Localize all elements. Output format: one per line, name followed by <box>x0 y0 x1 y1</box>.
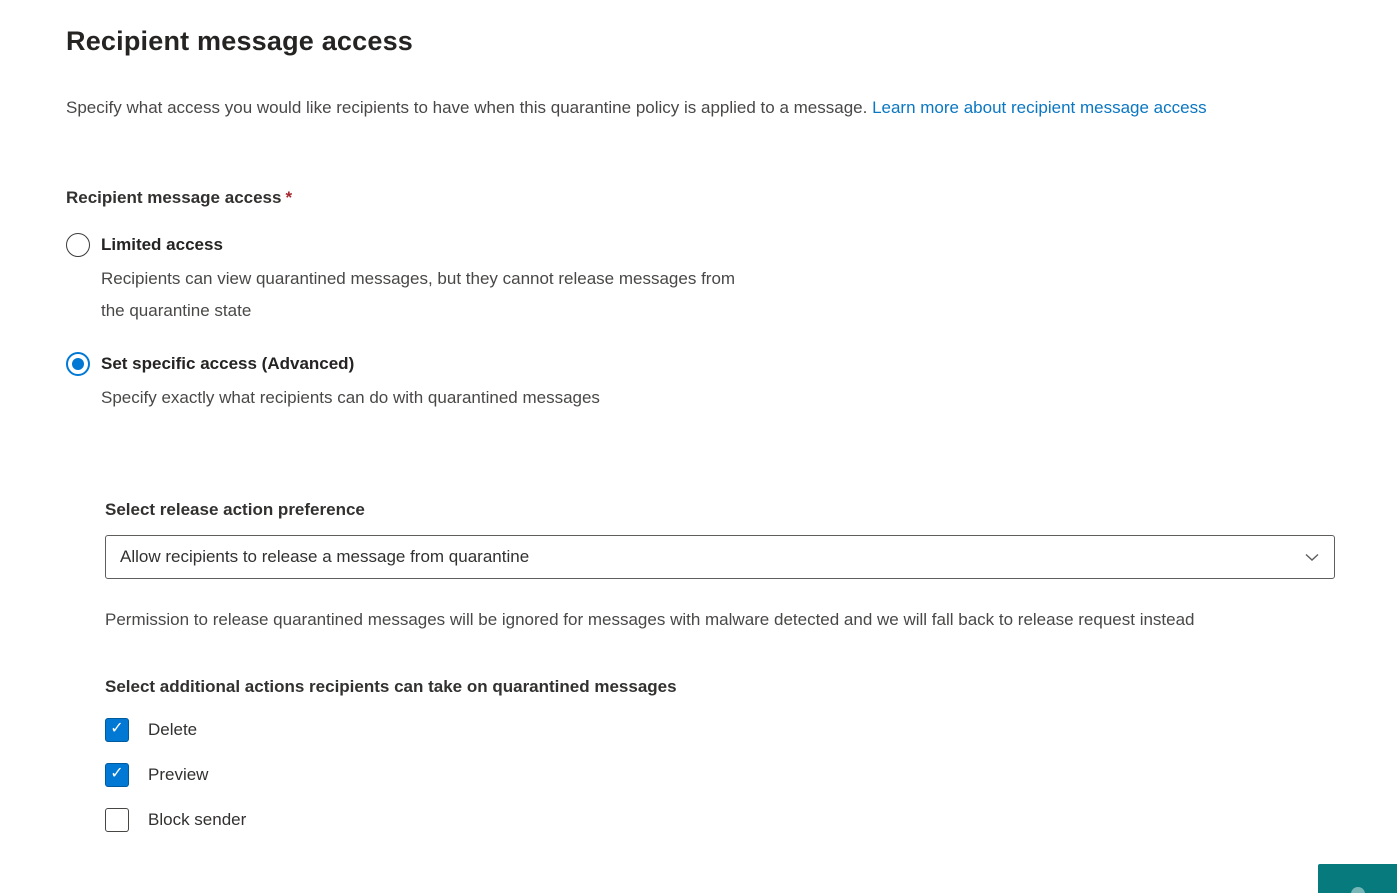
additional-actions-label: Select additional actions recipients can take on quarantined messages <box>105 677 677 696</box>
limited-access-radio[interactable] <box>66 233 90 257</box>
release-preference-note: Permission to release quarantined messages will be ignored for messages with malware detected and we will fall back to release request instead <box>105 610 1195 629</box>
checkmark-icon: ✓ <box>110 720 124 737</box>
learn-more-link[interactable]: Learn more about recipient message access <box>872 98 1207 117</box>
checkbox-row-block-sender <box>105 808 1335 832</box>
preview-checkbox[interactable] <box>105 763 129 787</box>
radio-option-set-specific-access <box>66 352 1335 414</box>
feedback-button[interactable] <box>1318 864 1397 893</box>
radio-option-limited-access <box>66 233 1335 327</box>
set-specific-access-description: Specify exactly what recipients can do with quarantined messages <box>101 388 600 407</box>
release-preference-dropdown[interactable] <box>105 535 1335 579</box>
set-specific-access-label[interactable]: Set specific access (Advanced) <box>101 354 355 373</box>
set-specific-access-radio[interactable] <box>66 352 90 376</box>
block-sender-checkbox[interactable] <box>105 808 129 832</box>
block-sender-checkbox-label[interactable]: Block sender <box>148 810 247 829</box>
page-description-text: Specify what access you would like recipients to have when this quarantine policy is applied to a message. <box>66 98 873 117</box>
release-preference-label: Select release action preference <box>105 500 365 519</box>
preview-checkbox-label[interactable]: Preview <box>148 765 209 784</box>
limited-access-label[interactable]: Limited access <box>101 235 223 254</box>
release-preference-selected-value: Allow recipients to release a message from quarantine <box>120 547 530 566</box>
delete-checkbox-label[interactable]: Delete <box>148 720 198 739</box>
page-description <box>66 93 1334 122</box>
checkmark-icon: ✓ <box>110 765 124 782</box>
delete-checkbox[interactable] <box>105 718 129 742</box>
limited-access-description: Recipients can view quarantined messages, but they cannot release messages from the quarantine state <box>101 269 736 320</box>
page-title: Recipient message access <box>66 26 414 56</box>
checkbox-row-preview <box>105 763 1335 787</box>
access-field-label: Recipient message access * <box>66 188 293 207</box>
chevron-down-icon <box>1304 549 1320 565</box>
advanced-options-section <box>105 500 1335 832</box>
required-asterisk: * <box>285 188 293 207</box>
smiley-icon <box>1351 887 1365 893</box>
checkbox-row-delete <box>105 718 1335 742</box>
